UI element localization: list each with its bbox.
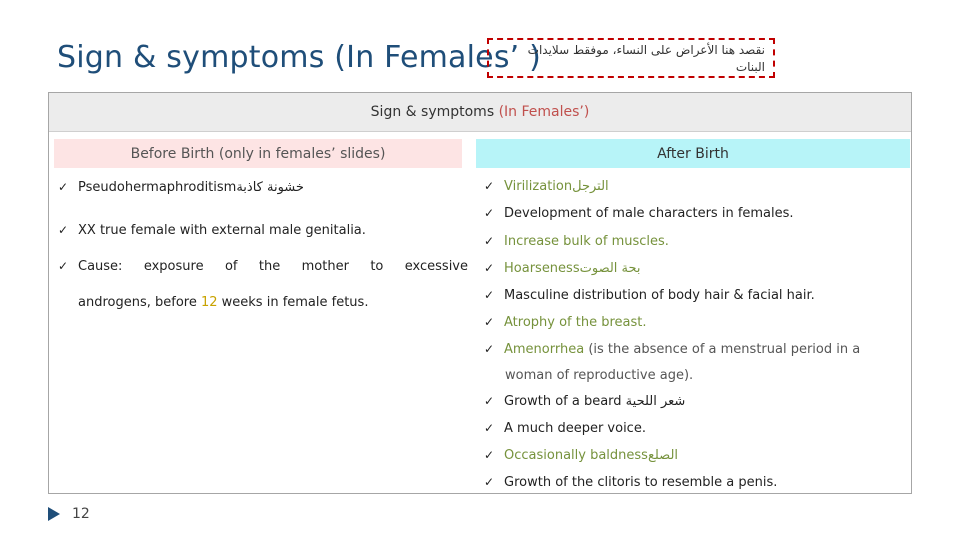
arabic-note: نقصد هنا الأعراض على النساء، موفقط سلايدات البنات	[487, 38, 775, 78]
list-item: ✓ Virilizationالترجل	[484, 179, 609, 194]
check-icon: ✓	[484, 448, 495, 462]
list-item: ✓ Growth of a beard شعر اللحية	[484, 394, 686, 409]
list-item: ✓ Occasionally baldnessالصلع	[484, 448, 679, 463]
list-item: ✓ Pseudohermaphroditismخشونة كاذبة	[58, 180, 304, 195]
slide-title: Sign & symptoms (In Females’ )	[57, 40, 542, 75]
check-icon: ✓	[484, 315, 495, 329]
list-item-continuation: androgens, before 12 weeks in female fetus.	[78, 295, 369, 310]
list-item: ✓ A much deeper voice.	[484, 421, 646, 436]
page-number: 12	[48, 506, 90, 522]
page-marker-icon	[48, 507, 60, 521]
check-icon: ✓	[484, 475, 495, 489]
check-icon: ✓	[484, 342, 495, 356]
list-item: ✓ XX true female with external male genitalia.	[58, 223, 366, 238]
list-item: ✓ Growth of the clitoris to resemble a penis.	[484, 475, 778, 490]
check-icon: ✓	[58, 180, 69, 194]
table-header-highlight: (In Females’)	[498, 104, 590, 120]
table-header-prefix: Sign & symptoms	[370, 104, 495, 120]
check-icon: ✓	[58, 259, 69, 273]
list-item: ✓ Atrophy of the breast.	[484, 315, 647, 330]
list-item: ✓ Masculine distribution of body hair & facial hair.	[484, 288, 815, 303]
check-icon: ✓	[484, 421, 495, 435]
list-item: ✓ Increase bulk of muscles.	[484, 234, 669, 249]
list-item: ✓ Cause: exposure of the mother to excessive	[58, 259, 468, 274]
before-birth-header: Before Birth (only in females’ slides)	[54, 139, 462, 168]
check-icon: ✓	[484, 206, 495, 220]
check-icon: ✓	[58, 223, 69, 237]
check-icon: ✓	[484, 179, 495, 193]
list-item-continuation: woman of reproductive age).	[505, 368, 694, 383]
list-item: ✓ Hoarsenessبحة الصوت	[484, 261, 641, 276]
table-header	[49, 93, 911, 132]
check-icon: ✓	[484, 261, 495, 275]
list-item: ✓ Development of male characters in females.	[484, 206, 794, 221]
after-birth-header: After Birth	[476, 139, 910, 168]
check-icon: ✓	[484, 288, 495, 302]
check-icon: ✓	[484, 394, 495, 408]
list-item: ✓ Amenorrhea (is the absence of a menstrual period in a	[484, 342, 861, 357]
check-icon: ✓	[484, 234, 495, 248]
